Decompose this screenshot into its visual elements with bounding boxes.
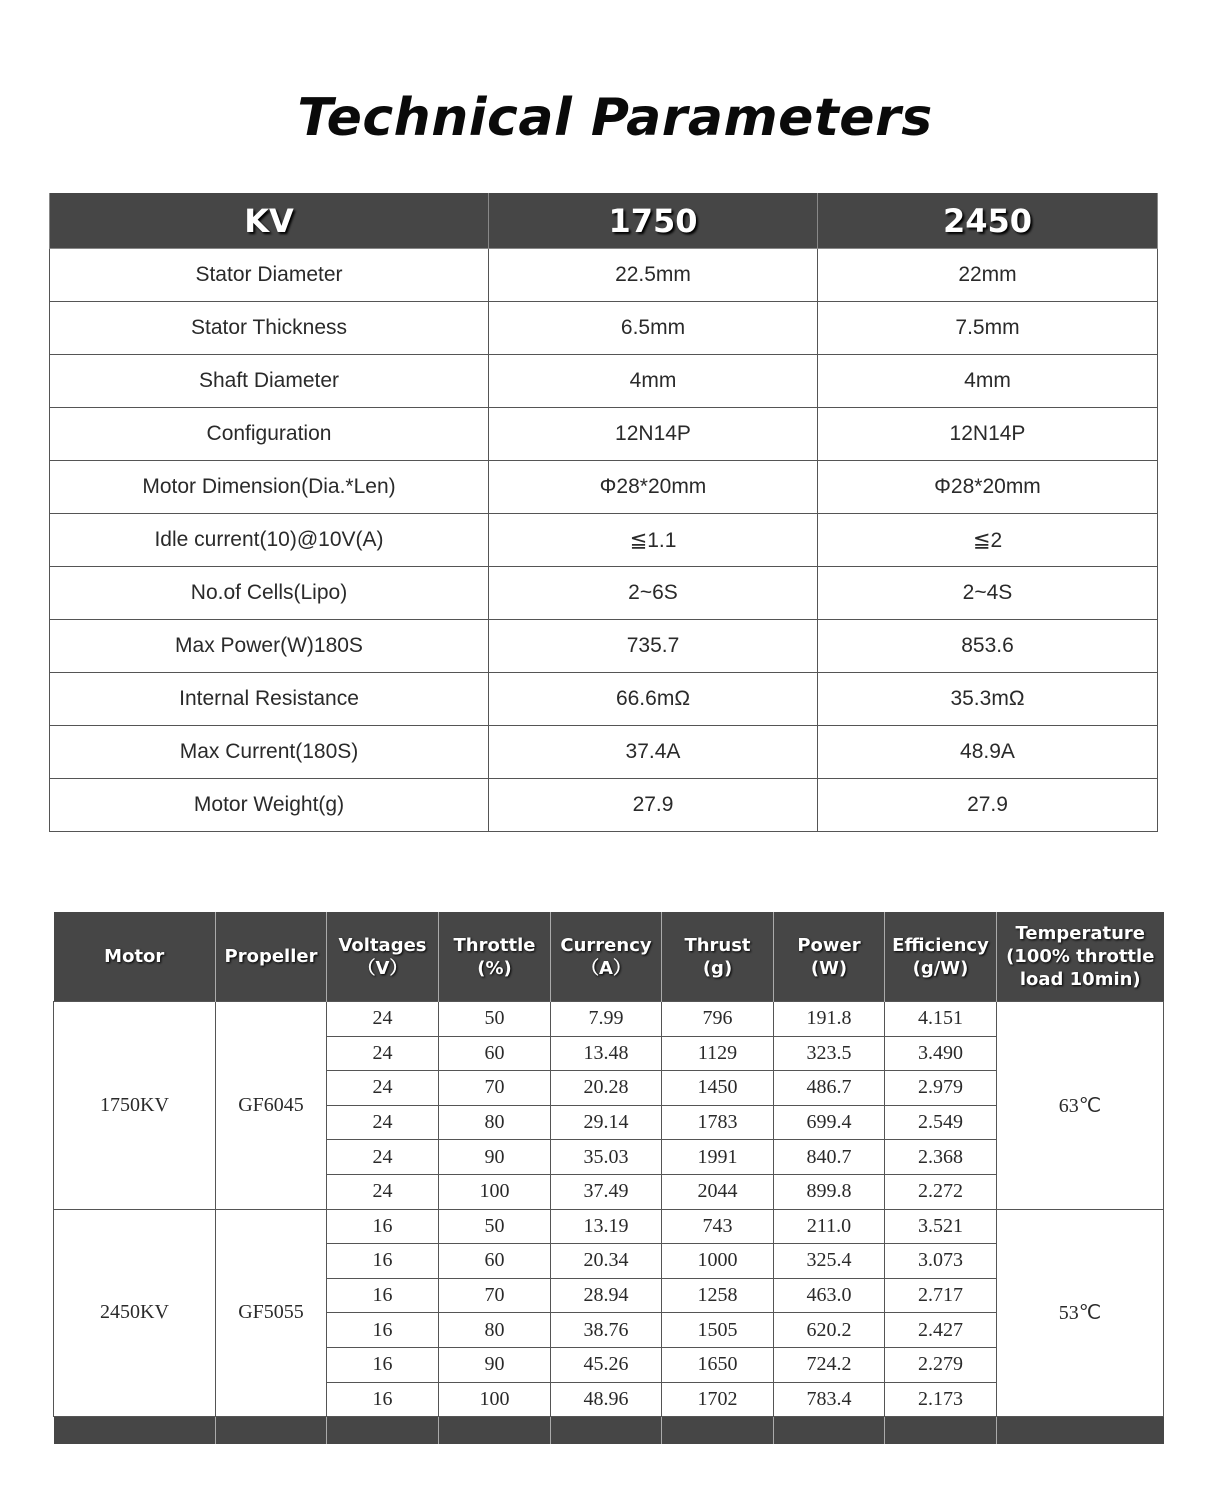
spec-row [50,567,1158,620]
perf-header-line: Currency [560,934,652,956]
data-cell: 50 [439,1002,551,1037]
spec-value: 2~4S [818,567,1158,620]
spec-value: 27.9 [489,779,818,832]
footer-cell [54,1417,216,1445]
data-cell: 463.0 [774,1278,885,1313]
spec-label: Stator Diameter [50,249,489,302]
perf-header-line: Throttle [453,934,536,956]
data-cell: 2.173 [885,1382,997,1417]
spec-value: 27.9 [818,779,1158,832]
spec-value: 4mm [818,355,1158,408]
data-cell: 100 [439,1174,551,1209]
perf-header-cell [662,912,774,1002]
footer-cell [885,1417,997,1445]
spec-row [50,620,1158,673]
temperature-cell: 63℃ [997,1002,1164,1210]
spec-row [50,779,1158,832]
data-cell: 80 [439,1105,551,1140]
spec-row [50,408,1158,461]
data-cell: 50 [439,1209,551,1244]
spec-label: Max Current(180S) [50,726,489,779]
spec-label: Motor Dimension(Dia.*Len) [50,461,489,514]
perf-header-line: (g) [702,957,733,979]
spec-value: 12N14P [489,408,818,461]
motor-cell: 2450KV [54,1209,216,1417]
spec-row [50,673,1158,726]
spec-value: 6.5mm [489,302,818,355]
spec-label: No.of Cells(Lipo) [50,567,489,620]
perf-header-cell [551,912,662,1002]
data-cell: 840.7 [774,1140,885,1175]
perf-footer-bar [54,1417,1164,1445]
perf-header-cell [997,912,1164,1002]
spec-value: 66.6mΩ [489,673,818,726]
data-cell: 20.28 [551,1071,662,1106]
data-cell: 620.2 [774,1313,885,1348]
data-cell: 16 [327,1313,439,1348]
spec-value: 22.5mm [489,249,818,302]
temperature-cell: 53℃ [997,1209,1164,1417]
footer-cell [439,1417,551,1445]
data-cell: 211.0 [774,1209,885,1244]
data-cell: 7.99 [551,1002,662,1037]
perf-header-cell [885,912,997,1002]
spec-row [50,302,1158,355]
data-cell: 24 [327,1140,439,1175]
data-cell: 28.94 [551,1278,662,1313]
data-cell: 899.8 [774,1174,885,1209]
data-cell: 699.4 [774,1105,885,1140]
spec-value: 735.7 [489,620,818,673]
data-cell: 3.490 [885,1036,997,1071]
spec-row [50,355,1158,408]
perf-header-line: Motor [104,946,165,967]
data-cell: 3.073 [885,1244,997,1279]
data-cell: 1258 [662,1278,774,1313]
spec-row [50,249,1158,302]
spec-value: 7.5mm [818,302,1158,355]
spec-value: 12N14P [818,408,1158,461]
data-cell: 2044 [662,1174,774,1209]
perf-header-line: Efficiency [892,934,989,956]
data-cell: 90 [439,1140,551,1175]
data-cell: 325.4 [774,1244,885,1279]
data-cell: 2.427 [885,1313,997,1348]
table-row [54,1002,1164,1037]
spec-value: 22mm [818,249,1158,302]
spec-value: 35.3mΩ [818,673,1158,726]
data-cell: 1650 [662,1347,774,1382]
perf-header-line: Thrust [684,934,751,956]
perf-header-line: Voltages [338,934,427,956]
footer-cell [216,1417,327,1445]
table-row [54,1209,1164,1244]
perf-header-line: （V） [357,957,408,979]
perf-header-line: load 10min) [1019,969,1141,990]
spec-table [49,193,1158,832]
data-cell: 20.34 [551,1244,662,1279]
data-cell: 4.151 [885,1002,997,1037]
motor-cell: 1750KV [54,1002,216,1210]
data-cell: 38.76 [551,1313,662,1348]
spec-value: ≦2 [818,514,1158,567]
data-cell: 2.279 [885,1347,997,1382]
data-cell: 90 [439,1347,551,1382]
data-cell: 2.272 [885,1174,997,1209]
data-cell: 2.717 [885,1278,997,1313]
perf-header-cell [774,912,885,1002]
perf-header-line: (W) [810,957,848,979]
spec-label: Max Power(W)180S [50,620,489,673]
perf-header-line: Temperature [1015,923,1145,944]
data-cell: 743 [662,1209,774,1244]
data-cell: 70 [439,1071,551,1106]
spec-header-1750: 1750 [489,193,818,249]
data-cell: 13.19 [551,1209,662,1244]
data-cell: 796 [662,1002,774,1037]
footer-cell [662,1417,774,1445]
data-cell: 45.26 [551,1347,662,1382]
perf-header-row [54,912,1164,1002]
data-cell: 24 [327,1105,439,1140]
spec-row [50,461,1158,514]
spec-label: Configuration [50,408,489,461]
data-cell: 1450 [662,1071,774,1106]
spec-label: Internal Resistance [50,673,489,726]
page-title: Technical Parameters [297,88,933,148]
spec-label: Motor Weight(g) [50,779,489,832]
data-cell: 100 [439,1382,551,1417]
perf-header-line: (g/W) [912,957,969,979]
spec-label: Stator Thickness [50,302,489,355]
perf-header-line: （A） [581,957,631,979]
data-cell: 80 [439,1313,551,1348]
spec-value: 4mm [489,355,818,408]
perf-header-line: (100% throttle [1006,946,1155,967]
footer-cell [774,1417,885,1445]
spec-header-kv: KV [50,193,489,249]
data-cell: 16 [327,1278,439,1313]
spec-value: 853.6 [818,620,1158,673]
data-cell: 60 [439,1244,551,1279]
footer-cell [327,1417,439,1445]
data-cell: 60 [439,1036,551,1071]
data-cell: 783.4 [774,1382,885,1417]
data-cell: 724.2 [774,1347,885,1382]
data-cell: 16 [327,1382,439,1417]
data-cell: 1505 [662,1313,774,1348]
propeller-cell: GF5055 [216,1209,327,1417]
perf-header-cell [439,912,551,1002]
spec-header-row [50,193,1158,249]
perf-header-cell [216,912,327,1002]
data-cell: 24 [327,1071,439,1106]
data-cell: 37.49 [551,1174,662,1209]
footer-cell [997,1417,1164,1445]
data-cell: 48.96 [551,1382,662,1417]
data-cell: 24 [327,1174,439,1209]
perf-header-line: Power [797,934,861,956]
data-cell: 2.549 [885,1105,997,1140]
spec-row [50,726,1158,779]
data-cell: 29.14 [551,1105,662,1140]
data-cell: 16 [327,1347,439,1382]
spec-value: 2~6S [489,567,818,620]
data-cell: 1783 [662,1105,774,1140]
spec-label: Shaft Diameter [50,355,489,408]
data-cell: 2.979 [885,1071,997,1106]
perf-header-cell [54,912,216,1002]
spec-value: 37.4A [489,726,818,779]
perf-header-line: Propeller [224,946,318,967]
data-cell: 16 [327,1244,439,1279]
spec-label: Idle current(10)@10V(A) [50,514,489,567]
perf-header-cell [327,912,439,1002]
perf-header-line: (%) [477,957,512,979]
data-cell: 486.7 [774,1071,885,1106]
data-cell: 35.03 [551,1140,662,1175]
data-cell: 24 [327,1002,439,1037]
spec-header-2450: 2450 [818,193,1158,249]
spec-value: Φ28*20mm [818,461,1158,514]
data-cell: 24 [327,1036,439,1071]
data-cell: 16 [327,1209,439,1244]
spec-value: ≦1.1 [489,514,818,567]
data-cell: 1129 [662,1036,774,1071]
data-cell: 2.368 [885,1140,997,1175]
data-cell: 191.8 [774,1002,885,1037]
spec-value: Φ28*20mm [489,461,818,514]
footer-cell [551,1417,662,1445]
spec-value: 48.9A [818,726,1158,779]
data-cell: 13.48 [551,1036,662,1071]
data-cell: 3.521 [885,1209,997,1244]
data-cell: 323.5 [774,1036,885,1071]
data-cell: 70 [439,1278,551,1313]
data-cell: 1991 [662,1140,774,1175]
propeller-cell: GF6045 [216,1002,327,1210]
data-cell: 1000 [662,1244,774,1279]
data-cell: 1702 [662,1382,774,1417]
performance-table [53,912,1164,1444]
spec-row [50,514,1158,567]
